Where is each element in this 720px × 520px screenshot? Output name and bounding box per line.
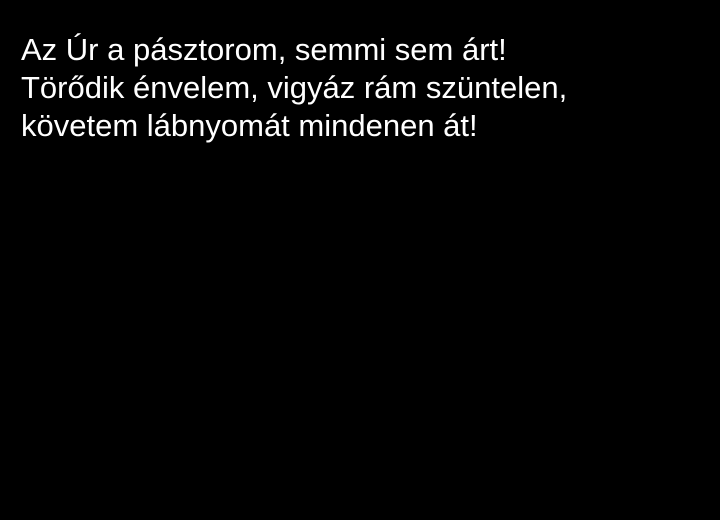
verse-line-2: Törődik énvelem, vigyáz rám szüntelen, (21, 70, 568, 105)
verse-line-1: Az Úr a pásztorom, semmi sem árt! (21, 32, 507, 67)
verse-text (21, 31, 711, 145)
verse-line-3: követem lábnyomát mindenen át! (21, 108, 478, 143)
